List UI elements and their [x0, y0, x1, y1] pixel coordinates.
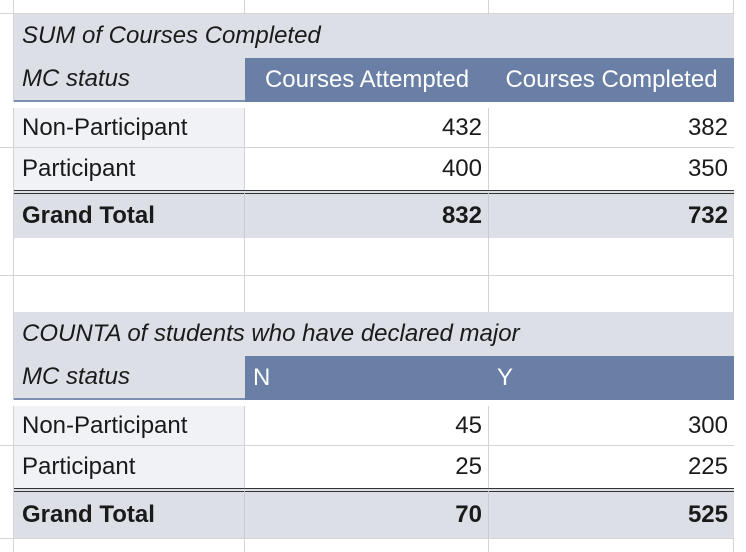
pivot1-total-label[interactable]: Grand Total — [14, 190, 245, 238]
pivot1-row-label[interactable]: Participant — [14, 148, 245, 190]
pivot1-value[interactable]: 350 — [687, 155, 728, 182]
cell[interactable] — [489, 14, 734, 58]
pivot1-col-header-completed[interactable]: Courses Completed — [489, 58, 734, 102]
pivot1-value[interactable]: 382 — [489, 108, 734, 148]
cell[interactable] — [14, 0, 245, 14]
cell[interactable] — [14, 276, 245, 312]
pivot2-row-label[interactable]: Participant — [14, 446, 245, 488]
cell[interactable] — [0, 446, 14, 488]
sheet-row — [0, 276, 746, 312]
sheet-row — [0, 538, 746, 552]
pivot2-value[interactable]: 300 — [489, 406, 734, 446]
pivot2-row-header[interactable]: MC status — [14, 356, 245, 400]
pivot2-row-label[interactable]: Non-Participant — [14, 406, 245, 446]
pivot1-row-header[interactable]: MC status — [14, 58, 245, 102]
pivot2-total-row — [0, 488, 746, 538]
pivot1-value[interactable]: 432 — [245, 108, 489, 148]
pivot2-total-value[interactable]: 70 — [245, 488, 489, 538]
pivot1-total-value[interactable]: 832 — [245, 190, 489, 238]
pivot1-title[interactable]: SUM of Courses Completed — [14, 14, 489, 58]
cell[interactable] — [0, 488, 14, 538]
cell[interactable] — [14, 538, 245, 552]
cell[interactable] — [245, 276, 489, 312]
sheet-row — [0, 238, 746, 276]
cell[interactable] — [489, 538, 734, 552]
pivot1-title-row — [0, 14, 746, 58]
table-row — [0, 108, 746, 148]
cell[interactable] — [0, 14, 14, 58]
cell[interactable] — [489, 276, 734, 312]
cell[interactable] — [0, 108, 14, 148]
pivot2-value[interactable]: 225 — [687, 453, 728, 480]
pivot2-col-header-y[interactable]: Y — [489, 356, 734, 400]
cell[interactable] — [245, 238, 489, 276]
pivot2-total-value[interactable]: 525 — [489, 488, 734, 538]
cell[interactable] — [0, 406, 14, 446]
cell[interactable] — [0, 0, 14, 14]
cell[interactable] — [0, 148, 14, 190]
cell[interactable] — [0, 356, 14, 400]
cell[interactable] — [245, 538, 489, 552]
pivot1-total-row — [0, 190, 746, 238]
table-row — [0, 148, 746, 190]
pivot2-total-label[interactable]: Grand Total — [14, 488, 245, 538]
sheet-row — [0, 0, 746, 14]
pivot1-total-value[interactable]: 732 — [489, 190, 734, 238]
pivot2-value[interactable]: 45 — [245, 406, 489, 446]
cell[interactable] — [14, 238, 245, 276]
pivot2-title[interactable]: COUNTA of students who have declared major — [14, 312, 734, 356]
pivot2-value[interactable]: 25 — [245, 446, 489, 488]
cell[interactable] — [489, 238, 734, 276]
table-row — [0, 406, 746, 446]
table-row — [0, 446, 746, 488]
pivot2-title-row — [0, 312, 746, 356]
cell[interactable] — [245, 0, 489, 14]
cell[interactable] — [0, 312, 14, 356]
pivot1-value[interactable]: 400 — [245, 148, 489, 190]
cell[interactable] — [0, 58, 14, 102]
cell[interactable] — [489, 0, 734, 14]
pivot2-header-row — [0, 356, 746, 400]
pivot1-row-label[interactable]: Non-Participant — [14, 108, 245, 148]
pivot1-header-row — [0, 58, 746, 102]
cell[interactable] — [0, 538, 14, 552]
cell[interactable] — [0, 190, 14, 238]
cell[interactable] — [0, 276, 14, 312]
pivot2-col-header-n[interactable]: N — [245, 356, 489, 400]
pivot1-col-header-attempted[interactable]: Courses Attempted — [245, 58, 489, 102]
cell[interactable] — [0, 238, 14, 276]
